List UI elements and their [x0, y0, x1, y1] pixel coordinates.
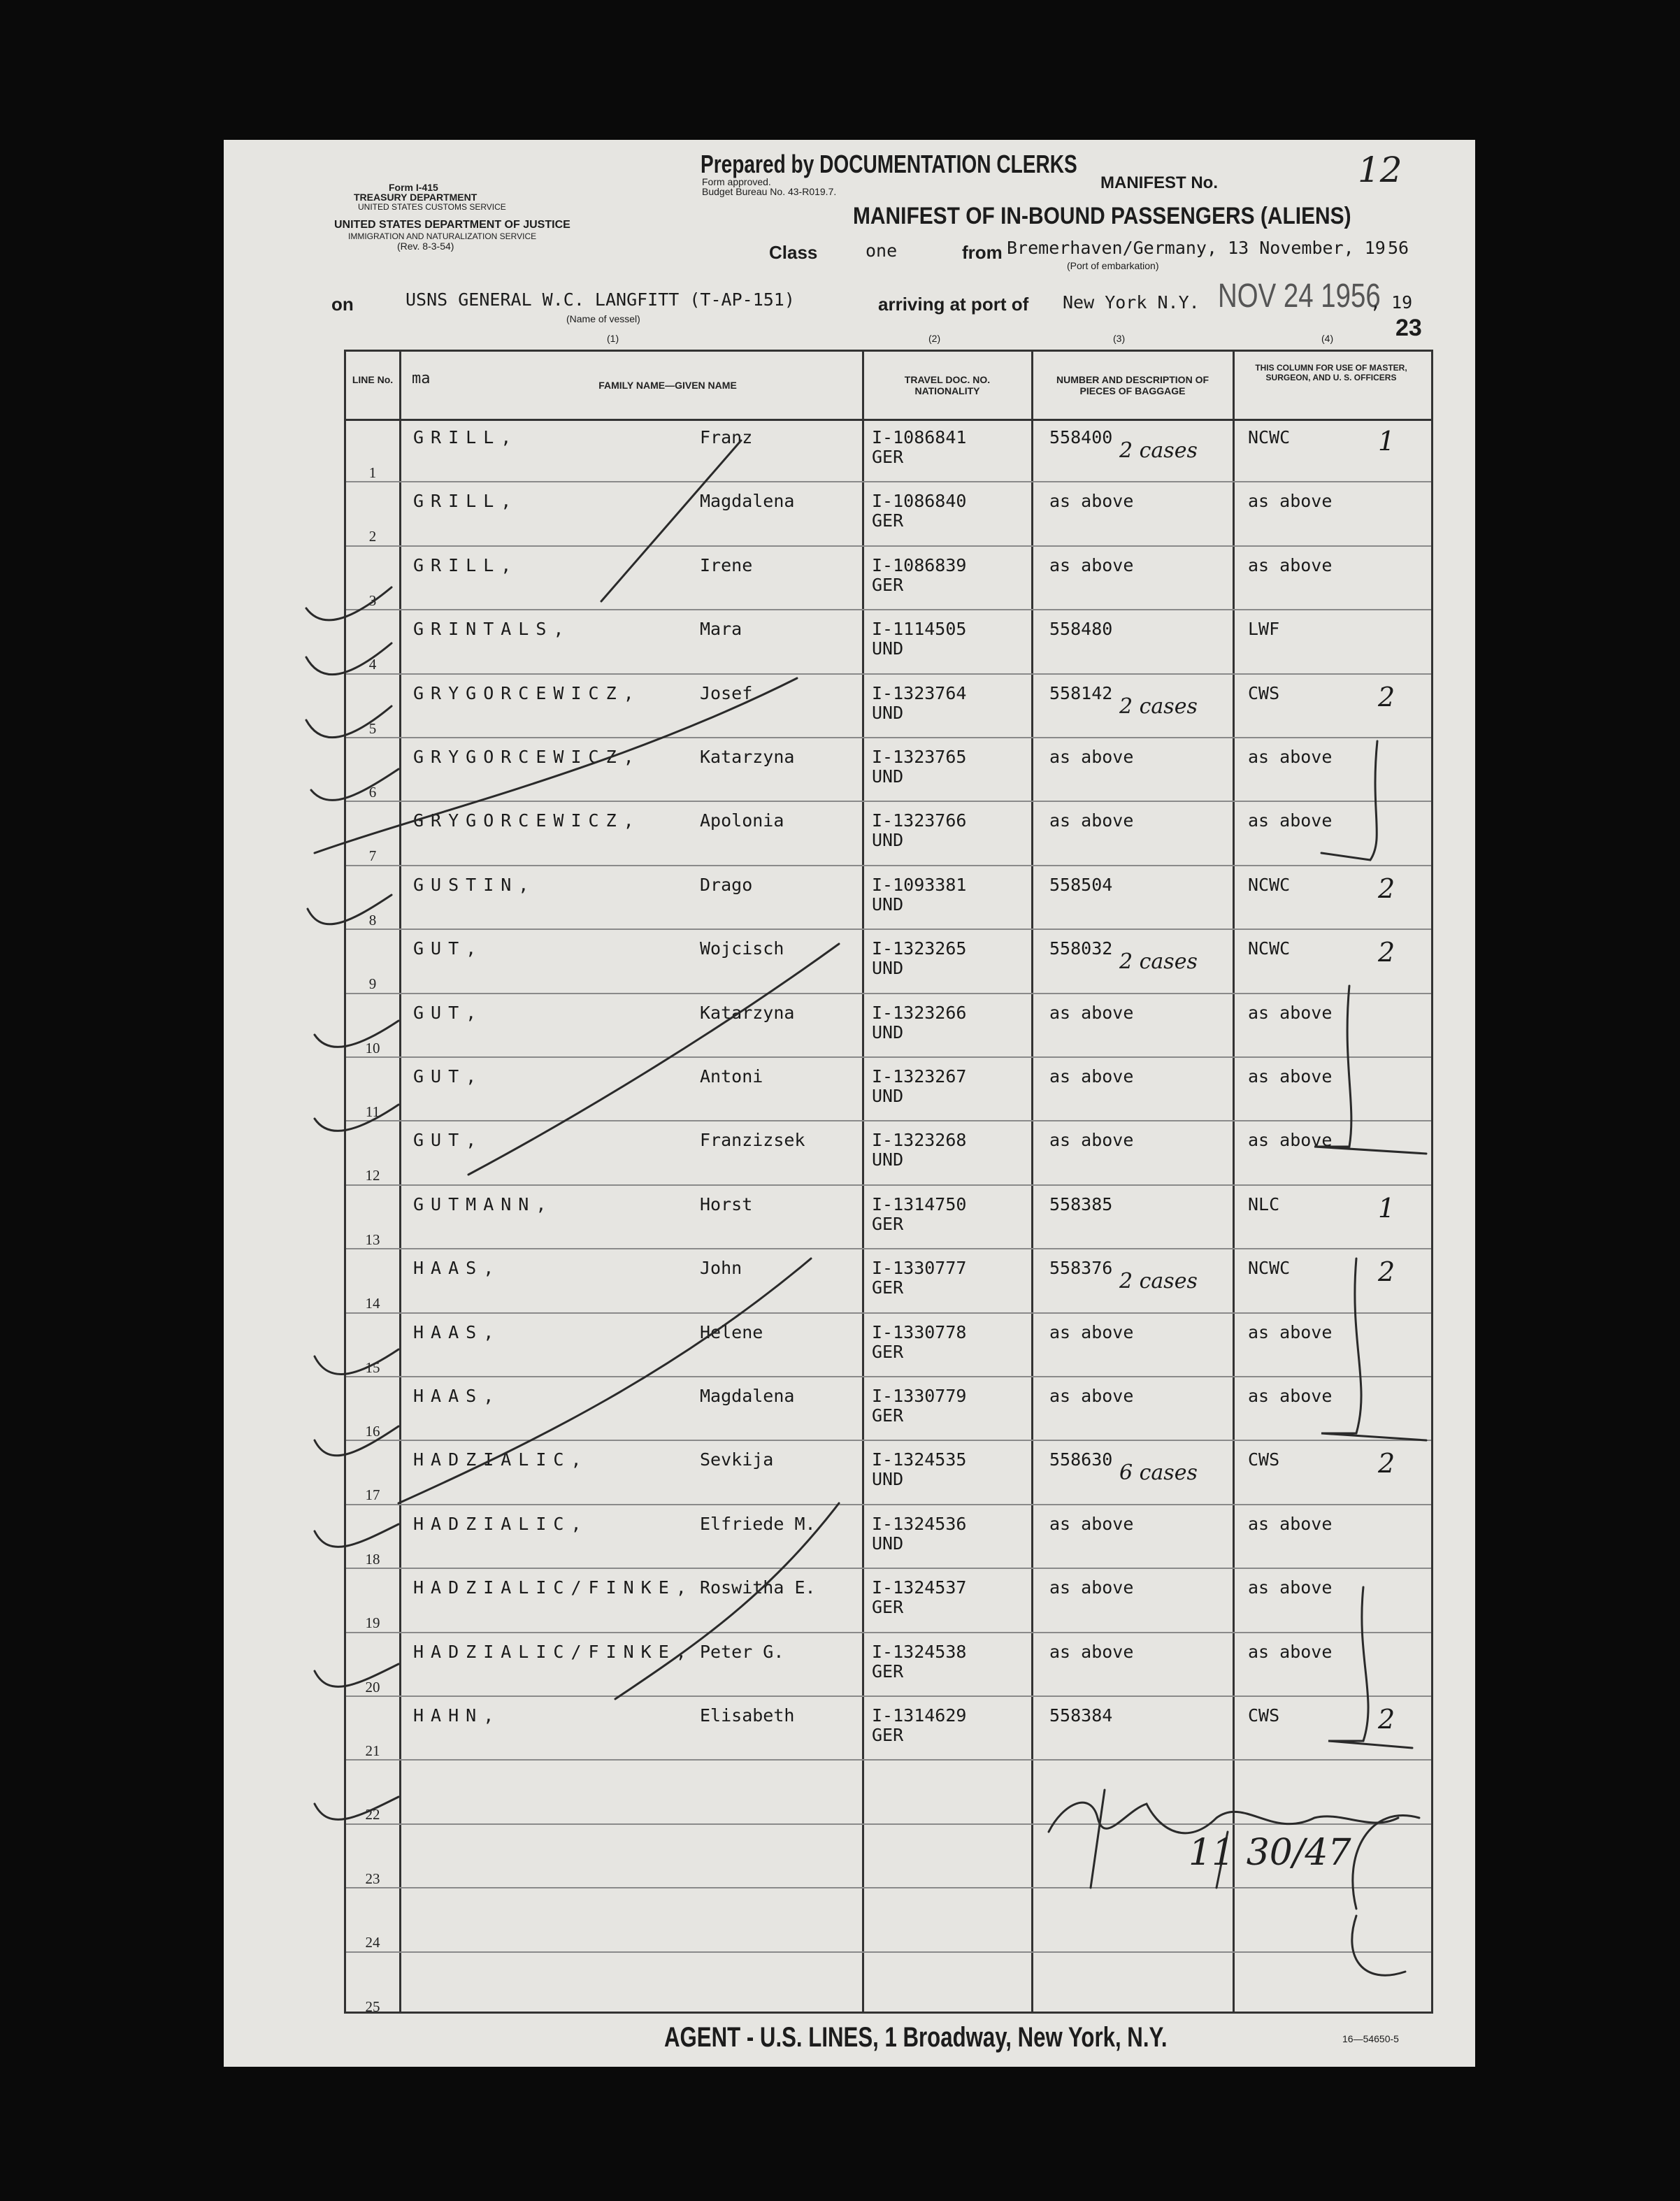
travel-doc-no: I-1324538	[872, 1641, 967, 1662]
col-header-prefix: ma	[412, 370, 431, 387]
baggage: 558142	[1049, 682, 1113, 703]
officer-note: as above	[1248, 1386, 1333, 1406]
table-row	[346, 1058, 1431, 1122]
baggage-note: 2 cases	[1119, 694, 1198, 719]
inspection-date: 11 30/47	[1189, 1832, 1351, 1874]
travel-doc-no: I-1323268	[872, 1130, 967, 1151]
travel-doc-no: I-1323266	[872, 1002, 967, 1023]
officer-count: 2	[1378, 1256, 1395, 1288]
col-num-2: (2)	[928, 333, 941, 344]
embarkation-year: 56	[1388, 238, 1409, 258]
officer-note: as above	[1248, 747, 1333, 767]
nationality: GER	[872, 1661, 904, 1682]
baggage: as above	[1049, 491, 1134, 512]
officer-note: as above	[1248, 810, 1333, 831]
year-suffix: , 19	[1370, 292, 1413, 313]
officer-note: CWS	[1248, 1705, 1280, 1726]
table-row	[346, 1888, 1431, 1953]
table-row	[346, 1569, 1431, 1633]
table-row	[346, 547, 1431, 611]
nationality: UND	[872, 830, 904, 851]
customs-service: UNITED STATES CUSTOMS SERVICE	[358, 202, 506, 212]
officer-note: NLC	[1248, 1193, 1280, 1214]
table-row	[346, 1697, 1431, 1761]
treasury-dept: TREASURY DEPARTMENT	[354, 192, 478, 203]
nationality: GER	[872, 1341, 904, 1362]
officer-count: 2	[1378, 681, 1395, 712]
given-name: Drago	[700, 874, 753, 895]
travel-doc-no: I-1093381	[872, 874, 967, 895]
officer-note: as above	[1248, 1066, 1333, 1087]
travel-doc-no: I-1314750	[872, 1193, 967, 1214]
family-name: HAAS,	[413, 1321, 501, 1342]
officer-note: as above	[1248, 1002, 1333, 1023]
baggage: as above	[1049, 554, 1134, 575]
table-row	[346, 1505, 1431, 1570]
class-value: one	[866, 241, 898, 261]
baggage: 558385	[1049, 1193, 1113, 1214]
from-label: from	[962, 242, 1003, 263]
officer-note: LWF	[1248, 619, 1280, 640]
family-name: HAAS,	[413, 1258, 501, 1279]
table-row	[346, 1186, 1431, 1250]
baggage: as above	[1049, 1577, 1134, 1598]
col-num-4: (4)	[1321, 333, 1334, 344]
nationality: GER	[872, 1725, 904, 1745]
line-number: 12	[365, 1167, 380, 1184]
line-number: 23	[365, 1870, 380, 1887]
class-label: Class	[769, 242, 818, 263]
revision: (Rev. 8-3-54)	[397, 241, 454, 252]
travel-doc-no: I-1086840	[872, 491, 967, 512]
given-name: Irene	[700, 554, 753, 575]
family-name: HAHN,	[413, 1705, 501, 1726]
line-number: 11	[365, 1103, 380, 1120]
family-name: HADZIALIC,	[413, 1449, 589, 1470]
baggage: 558400	[1049, 427, 1113, 447]
col-header-line-no: LINE No.	[352, 374, 394, 385]
form-number: Form I-415	[389, 182, 438, 193]
baggage: as above	[1049, 1321, 1134, 1342]
table-row	[346, 610, 1431, 675]
nationality: UND	[872, 1469, 904, 1490]
line-number: 24	[365, 1934, 380, 1951]
nationality: UND	[872, 766, 904, 787]
passenger-table	[344, 350, 1433, 2014]
officer-note: as above	[1248, 1321, 1333, 1342]
baggage: 558504	[1049, 874, 1113, 895]
arrival-port: New York N.Y.	[1063, 292, 1200, 313]
officer-note: CWS	[1248, 682, 1280, 703]
line-number: 8	[368, 911, 377, 929]
travel-doc-no: I-1330777	[872, 1258, 967, 1279]
officer-note: as above	[1248, 1513, 1333, 1534]
baggage: as above	[1049, 810, 1134, 831]
nationality: UND	[872, 702, 904, 723]
given-name: Roswitha E.	[700, 1577, 816, 1598]
given-name: Elfriede M.	[700, 1513, 816, 1534]
col-header-name: FAMILY NAME—GIVEN NAME	[598, 380, 737, 391]
baggage: 558032	[1049, 938, 1113, 959]
line-number: 6	[368, 784, 377, 801]
baggage: as above	[1049, 1386, 1134, 1406]
line-number: 10	[365, 1039, 380, 1056]
officer-note: NCWC	[1248, 938, 1291, 959]
family-name: HADZIALIC/FINKE,	[413, 1641, 694, 1662]
nationality: UND	[872, 1021, 904, 1042]
nationality: UND	[872, 958, 904, 979]
travel-doc-no: I-1323765	[872, 747, 967, 767]
baggage-note: 2 cases	[1119, 438, 1198, 463]
line-number: 4	[368, 656, 377, 673]
table-row	[346, 930, 1431, 994]
given-name: Antoni	[700, 1066, 763, 1087]
line-number: 22	[365, 1806, 380, 1823]
table-row	[346, 1953, 1431, 2017]
line-number: 5	[368, 719, 377, 737]
nationality: UND	[872, 1086, 904, 1106]
nationality: GER	[872, 510, 904, 531]
col-header-travel-doc: TRAVEL DOC. NO. NATIONALITY	[904, 374, 991, 396]
nationality: UND	[872, 1149, 904, 1170]
travel-doc-no: I-1330779	[872, 1386, 967, 1406]
nationality: GER	[872, 447, 904, 467]
line-number: 13	[365, 1231, 380, 1248]
col-header-baggage: NUMBER AND DESCRIPTION OF PIECES OF BAGGAGE	[1056, 374, 1209, 396]
baggage: 558376	[1049, 1258, 1113, 1279]
family-name: GUSTIN,	[413, 874, 536, 895]
officer-count: 1	[1378, 426, 1395, 457]
travel-doc-no: I-1323766	[872, 810, 967, 831]
nationality: UND	[872, 1533, 904, 1554]
travel-doc-no: I-1086839	[872, 554, 967, 575]
baggage-note: 6 cases	[1119, 1461, 1198, 1486]
line-number: 16	[365, 1423, 380, 1440]
baggage: 558630	[1049, 1449, 1113, 1470]
table-row	[346, 1633, 1431, 1698]
travel-doc-no: I-1324536	[872, 1513, 967, 1534]
manifest-title: MANIFEST OF IN-BOUND PASSENGERS (ALIENS)	[853, 203, 1351, 229]
baggage-note: 2 cases	[1119, 1269, 1198, 1294]
officer-note: as above	[1248, 491, 1333, 512]
line-number: 21	[365, 1742, 380, 1759]
officer-note: NCWC	[1248, 874, 1291, 895]
line-number: 25	[365, 1998, 380, 2015]
officer-note: as above	[1248, 1130, 1333, 1151]
family-name: GRILL,	[413, 491, 519, 512]
officer-count: 2	[1378, 1448, 1395, 1479]
given-name: Mara	[700, 619, 742, 640]
sheet-number: 23	[1395, 315, 1422, 341]
travel-doc-no: I-1330778	[872, 1321, 967, 1342]
table-row	[346, 802, 1431, 866]
line-number: 7	[368, 847, 377, 865]
given-name: Wojcisch	[700, 938, 784, 959]
budget-bureau: Budget Bureau No. 43-R019.7.	[702, 186, 837, 197]
given-name: Peter G.	[700, 1641, 784, 1662]
vessel-caption: (Name of vessel)	[566, 313, 640, 324]
officer-note: as above	[1248, 1577, 1333, 1598]
given-name: Katarzyna	[700, 1002, 795, 1023]
travel-doc-no: I-1323267	[872, 1066, 967, 1087]
family-name: GUT,	[413, 1002, 484, 1023]
family-name: HAAS,	[413, 1386, 501, 1406]
given-name: Elisabeth	[700, 1705, 795, 1726]
line-number: 18	[365, 1550, 380, 1568]
form-code: 16—54650-5	[1342, 2033, 1399, 2044]
nationality: GER	[872, 574, 904, 595]
baggage: as above	[1049, 747, 1134, 767]
baggage: as above	[1049, 1641, 1134, 1662]
embarkation-caption: (Port of embarkation)	[1067, 260, 1159, 271]
baggage: as above	[1049, 1002, 1134, 1023]
nationality: GER	[872, 1597, 904, 1618]
given-name: Franzizsek	[700, 1130, 805, 1151]
travel-doc-no: I-1323764	[872, 682, 967, 703]
form-approved: Form approved.	[702, 176, 771, 187]
line-number: 3	[368, 592, 377, 609]
family-name: GRYGORCEWICZ,	[413, 682, 641, 703]
travel-doc-no: I-1324535	[872, 1449, 967, 1470]
on-label: on	[331, 294, 354, 315]
col-header-officers: THIS COLUMN FOR USE OF MASTER, SURGEON, AND U. S. OFFICERS	[1255, 363, 1407, 382]
line-number: 15	[365, 1358, 380, 1376]
family-name: GUT,	[413, 1130, 484, 1151]
table-row	[346, 994, 1431, 1059]
given-name: Helene	[700, 1321, 763, 1342]
agent-footer: AGENT - U.S. LINES, 1 Broadway, New York, N.Y.	[664, 2022, 1168, 2053]
travel-doc-no: I-1114505	[872, 619, 967, 640]
family-name: GRILL,	[413, 554, 519, 575]
baggage: 558480	[1049, 619, 1113, 640]
nationality: GER	[872, 1277, 904, 1298]
embarkation: Bremerhaven/Germany, 13 November, 19	[1007, 238, 1386, 258]
family-name: GUT,	[413, 1066, 484, 1087]
manifest-no-label: MANIFEST No.	[1100, 173, 1218, 192]
travel-doc-no: I-1086841	[872, 427, 967, 447]
family-name: GRINTALS,	[413, 619, 571, 640]
family-name: GRYGORCEWICZ,	[413, 810, 641, 831]
officer-note: CWS	[1248, 1449, 1280, 1470]
family-name: GRILL,	[413, 427, 519, 447]
col-num-3: (3)	[1113, 333, 1126, 344]
baggage: as above	[1049, 1513, 1134, 1534]
officer-count: 2	[1378, 937, 1395, 968]
baggage: as above	[1049, 1066, 1134, 1087]
officer-note: as above	[1248, 1641, 1333, 1662]
travel-doc-no: I-1323265	[872, 938, 967, 959]
table-row	[346, 1314, 1431, 1378]
nationality: GER	[872, 1213, 904, 1234]
nationality: UND	[872, 894, 904, 915]
given-name: Sevkija	[700, 1449, 774, 1470]
manifest-sheet	[224, 140, 1475, 2067]
justice-dept: UNITED STATES DEPARTMENT OF JUSTICE	[334, 219, 570, 231]
table-row	[346, 866, 1431, 931]
line-number: 19	[365, 1614, 380, 1632]
table-row	[346, 1441, 1431, 1505]
baggage: as above	[1049, 1130, 1134, 1151]
arriving-label: arriving at port of	[878, 294, 1029, 315]
given-name: Magdalena	[700, 491, 795, 512]
line-number: 1	[368, 464, 377, 481]
table-row	[346, 1121, 1431, 1186]
travel-doc-no: I-1324537	[872, 1577, 967, 1598]
baggage-note: 2 cases	[1119, 949, 1198, 975]
manifest-number: 12	[1358, 150, 1402, 190]
line-number: 14	[365, 1295, 380, 1312]
nationality: GER	[872, 1405, 904, 1426]
officer-note: as above	[1248, 554, 1333, 575]
family-name: GUT,	[413, 938, 484, 959]
family-name: GUTMANN,	[413, 1193, 554, 1214]
family-name: HADZIALIC,	[413, 1513, 589, 1534]
prepared-by-stamp: Prepared by DOCUMENTATION CLERKS	[701, 150, 1077, 178]
vessel-name: USNS GENERAL W.C. LANGFITT (T-AP-151)	[405, 289, 795, 310]
line-number: 20	[365, 1678, 380, 1695]
officer-count: 2	[1378, 873, 1395, 904]
table-row	[346, 419, 1431, 483]
table-row	[346, 675, 1431, 739]
given-name: Franz	[700, 427, 753, 447]
travel-doc-no: I-1314629	[872, 1705, 967, 1726]
table-row	[346, 1377, 1431, 1442]
line-number: 2	[368, 528, 377, 545]
arrival-date-stamp: NOV 24 1956	[1218, 278, 1381, 315]
family-name: GRYGORCEWICZ,	[413, 747, 641, 767]
officer-note: NCWC	[1248, 1258, 1291, 1279]
officer-count: 2	[1378, 1704, 1395, 1735]
table-row	[346, 738, 1431, 803]
table-row	[346, 1249, 1431, 1314]
given-name: Josef	[700, 682, 753, 703]
nationality: UND	[872, 638, 904, 659]
line-number: 9	[368, 975, 377, 993]
line-number: 17	[365, 1486, 380, 1504]
officer-count: 1	[1378, 1192, 1395, 1224]
baggage: 558384	[1049, 1705, 1113, 1726]
given-name: Horst	[700, 1193, 753, 1214]
ins-service: IMMIGRATION AND NATURALIZATION SERVICE	[348, 231, 537, 241]
given-name: John	[700, 1258, 742, 1279]
family-name: HADZIALIC/FINKE,	[413, 1577, 694, 1598]
col-num-1: (1)	[607, 333, 619, 344]
given-name: Katarzyna	[700, 747, 795, 767]
table-row	[346, 482, 1431, 547]
given-name: Magdalena	[700, 1386, 795, 1406]
officer-note: NCWC	[1248, 427, 1291, 447]
given-name: Apolonia	[700, 810, 784, 831]
